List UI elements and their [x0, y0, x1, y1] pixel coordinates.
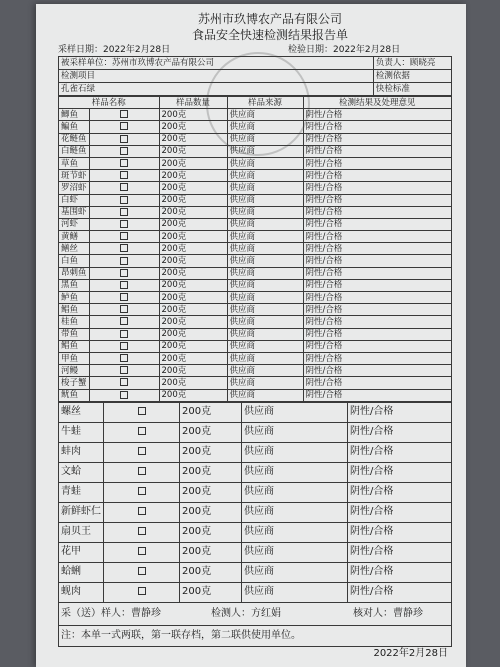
checkbox-icon	[120, 354, 128, 362]
checkbox-icon	[120, 183, 128, 191]
checker: 核对人：曹静珍	[353, 607, 423, 619]
test-item-value: 孔雀石绿	[59, 83, 374, 96]
checkbox-icon	[138, 427, 146, 435]
sample-quantity: 200克	[159, 377, 227, 389]
sender: 采（送）样人：曹静珍	[61, 607, 161, 619]
checkbox-icon	[138, 527, 146, 535]
table-row	[59, 562, 452, 582]
test-result: 阴性/合格	[303, 218, 451, 230]
sample-quantity: 200克	[159, 133, 227, 145]
test-result: 阴性/合格	[303, 145, 451, 157]
sample-source: 供应商	[227, 352, 303, 364]
sample-source: 供应商	[242, 422, 348, 442]
checkbox-icon	[120, 317, 128, 325]
test-date: 检验日期：2022年2月28日	[288, 45, 401, 55]
sample-source: 供应商	[227, 109, 303, 121]
checkbox	[104, 542, 180, 562]
sample-quantity: 200克	[159, 182, 227, 194]
table-row	[59, 377, 452, 389]
table-row	[59, 255, 452, 267]
checkbox-icon	[120, 171, 128, 179]
test-result: 阴性/合格	[303, 231, 451, 243]
sample-quantity: 200克	[159, 109, 227, 121]
checkbox-icon	[120, 232, 128, 240]
test-item-label: 检测项目	[59, 70, 374, 83]
checkbox-icon	[120, 257, 128, 265]
test-result: 阴性/合格	[303, 279, 451, 291]
sample-source: 供应商	[227, 243, 303, 255]
sample-quantity: 200克	[159, 328, 227, 340]
checkbox	[89, 218, 159, 230]
sample-source: 供应商	[242, 442, 348, 462]
bottom-date: 2022年2月28日	[373, 648, 448, 659]
test-result: 阴性/合格	[303, 194, 451, 206]
table-row	[59, 206, 452, 218]
sample-quantity: 200克	[159, 121, 227, 133]
sample-name: 鳝丝	[59, 243, 90, 255]
test-result: 阴性/合格	[303, 267, 451, 279]
test-result: 阴性/合格	[303, 206, 451, 218]
checkbox-icon	[138, 467, 146, 475]
checkbox	[89, 328, 159, 340]
test-result: 阴性/合格	[348, 422, 452, 442]
checkbox-icon	[138, 587, 146, 595]
report-title: 食品安全快速检测结果报告单	[191, 28, 348, 42]
checkbox	[104, 562, 180, 582]
checkbox	[104, 482, 180, 502]
sample-name: 白虾	[59, 194, 90, 206]
checkbox-icon	[138, 567, 146, 575]
checkbox-icon	[138, 447, 146, 455]
checkbox-icon	[120, 330, 128, 338]
sample-name: 鲈鱼	[59, 292, 90, 304]
table-row	[59, 340, 452, 352]
table-row	[59, 170, 452, 182]
sample-name: 白鱼	[59, 255, 90, 267]
sample-source: 供应商	[242, 542, 348, 562]
sample-name: 扇贝王	[59, 522, 104, 542]
sample-source: 供应商	[227, 255, 303, 267]
sample-quantity: 200克	[159, 145, 227, 157]
test-result: 阴性/合格	[348, 462, 452, 482]
header-sample-name: 样品名称	[59, 97, 160, 109]
sample-name: 鲳鱼	[59, 304, 90, 316]
sample-quantity: 200克	[159, 243, 227, 255]
checkbox-icon	[120, 293, 128, 301]
sample-quantity: 200克	[159, 292, 227, 304]
checkbox-icon	[138, 407, 146, 415]
sample-name: 蚌肉	[59, 442, 104, 462]
sample-quantity: 200克	[180, 542, 242, 562]
checkbox	[89, 231, 159, 243]
sample-source: 供应商	[242, 562, 348, 582]
sample-source: 供应商	[242, 502, 348, 522]
sample-quantity: 200克	[159, 365, 227, 377]
table-row	[59, 402, 452, 422]
sample-source: 供应商	[227, 279, 303, 291]
table-row	[59, 522, 452, 542]
sample-source: 供应商	[242, 522, 348, 542]
sample-quantity: 200克	[159, 194, 227, 206]
test-result: 阴性/合格	[303, 377, 451, 389]
checkbox	[89, 109, 159, 121]
sample-name: 牛蛙	[59, 422, 104, 442]
checkbox	[89, 377, 159, 389]
sample-name: 白鲢鱼	[59, 145, 90, 157]
checkbox-icon	[120, 281, 128, 289]
manager: 负责人：顾晓亮	[373, 57, 451, 70]
sample-date: 采样日期：2022年2月28日	[58, 45, 171, 55]
test-result: 阴性/合格	[303, 133, 451, 145]
test-result: 阴性/合格	[303, 328, 451, 340]
checkbox-icon	[120, 342, 128, 350]
test-result: 阴性/合格	[348, 522, 452, 542]
checkbox	[89, 389, 159, 401]
test-result: 阴性/合格	[303, 157, 451, 169]
test-result: 阴性/合格	[348, 442, 452, 462]
sample-quantity: 200克	[159, 170, 227, 182]
checkbox	[89, 206, 159, 218]
test-result: 阴性/合格	[348, 502, 452, 522]
table-row	[59, 267, 452, 279]
checkbox	[89, 292, 159, 304]
sample-name: 青蛙	[59, 482, 104, 502]
sample-source: 供应商	[227, 170, 303, 182]
table-row	[59, 389, 452, 401]
sample-name: 黑鱼	[59, 279, 90, 291]
checkbox	[104, 462, 180, 482]
checkbox	[89, 157, 159, 169]
checkbox	[104, 402, 180, 422]
sample-source: 供应商	[227, 328, 303, 340]
sample-quantity: 200克	[180, 482, 242, 502]
table-row	[59, 316, 452, 328]
sample-source: 供应商	[227, 267, 303, 279]
test-result: 阴性/合格	[303, 292, 451, 304]
sample-source: 供应商	[227, 194, 303, 206]
test-result: 阴性/合格	[303, 316, 451, 328]
sample-name: 梭子蟹	[59, 377, 90, 389]
checkbox-icon	[120, 147, 128, 155]
checkbox	[104, 442, 180, 462]
checkbox	[89, 194, 159, 206]
sample-quantity: 200克	[159, 304, 227, 316]
checkbox-icon	[120, 208, 128, 216]
sample-quantity: 200克	[180, 562, 242, 582]
sample-quantity: 200克	[159, 316, 227, 328]
sample-quantity: 200克	[180, 582, 242, 602]
sample-source: 供应商	[227, 340, 303, 352]
table-row	[59, 231, 452, 243]
sample-source: 供应商	[242, 402, 348, 422]
test-result: 阴性/合格	[303, 352, 451, 364]
sample-quantity: 200克	[159, 231, 227, 243]
sample-quantity: 200克	[180, 502, 242, 522]
sample-name: 昂刺鱼	[59, 267, 90, 279]
checkbox	[89, 279, 159, 291]
sample-quantity: 200克	[180, 402, 242, 422]
test-result: 阴性/合格	[303, 170, 451, 182]
table-row	[59, 304, 452, 316]
sample-source: 供应商	[227, 365, 303, 377]
test-result: 阴性/合格	[303, 389, 451, 401]
test-result: 阴性/合格	[303, 365, 451, 377]
sample-source: 供应商	[227, 316, 303, 328]
checkbox	[104, 522, 180, 542]
checkbox-icon	[120, 122, 128, 130]
checkbox-icon	[120, 269, 128, 277]
sample-name: 甲鱼	[59, 352, 90, 364]
test-result: 阴性/合格	[303, 243, 451, 255]
header-result: 检测结果及处理意见	[303, 97, 451, 109]
sample-quantity: 200克	[159, 157, 227, 169]
sample-quantity: 200克	[159, 255, 227, 267]
sample-source: 供应商	[227, 145, 303, 157]
sample-quantity: 200克	[159, 279, 227, 291]
sample-source: 供应商	[227, 182, 303, 194]
checkbox-icon	[120, 378, 128, 386]
sample-quantity: 200克	[180, 422, 242, 442]
sample-name: 花甲	[59, 542, 104, 562]
table-row	[59, 121, 452, 133]
sample-source: 供应商	[242, 462, 348, 482]
checkbox	[89, 145, 159, 157]
date-line	[58, 45, 452, 56]
sample-table-lower	[58, 402, 452, 603]
table-row	[59, 328, 452, 340]
sample-name: 鲳鱼	[59, 340, 90, 352]
sample-source: 供应商	[227, 218, 303, 230]
sample-source: 供应商	[242, 482, 348, 502]
checkbox-icon	[120, 159, 128, 167]
sample-name: 蛤蜊	[59, 562, 104, 582]
test-result: 阴性/合格	[303, 304, 451, 316]
checkbox-icon	[120, 305, 128, 313]
test-result: 阴性/合格	[303, 121, 451, 133]
test-basis-value: 快检标准	[373, 83, 451, 96]
sample-name: 斑节虾	[59, 170, 90, 182]
checkbox	[89, 267, 159, 279]
checkbox-icon	[120, 110, 128, 118]
checkbox-icon	[138, 507, 146, 515]
sample-name: 鲫鱼	[59, 109, 90, 121]
test-result: 阴性/合格	[303, 109, 451, 121]
report-form	[58, 12, 452, 647]
sample-source: 供应商	[227, 292, 303, 304]
note: 注：本单一式两联，第一联存档，第二联供使用单位。	[58, 626, 452, 647]
checkbox-icon	[120, 366, 128, 374]
checkbox	[89, 304, 159, 316]
table-row	[59, 218, 452, 230]
sample-name: 鱿鱼	[59, 389, 90, 401]
sample-name: 新鲜虾仁	[59, 502, 104, 522]
table-row	[59, 145, 452, 157]
checkbox	[89, 352, 159, 364]
checkbox	[89, 133, 159, 145]
test-result: 阴性/合格	[348, 562, 452, 582]
sample-source: 供应商	[227, 304, 303, 316]
table-row	[59, 157, 452, 169]
checkbox	[89, 340, 159, 352]
checkbox	[89, 316, 159, 328]
table-row	[59, 442, 452, 462]
sample-name: 罗沼虾	[59, 182, 90, 194]
sample-quantity: 200克	[159, 352, 227, 364]
sample-quantity: 200克	[159, 340, 227, 352]
sample-name: 花鲢鱼	[59, 133, 90, 145]
sample-source: 供应商	[227, 133, 303, 145]
checkbox-icon	[138, 547, 146, 555]
sample-source: 供应商	[227, 206, 303, 218]
sample-name: 黄鳝	[59, 231, 90, 243]
test-result: 阴性/合格	[303, 182, 451, 194]
sample-source: 供应商	[227, 121, 303, 133]
table-row	[59, 422, 452, 442]
table-row	[59, 352, 452, 364]
table-row	[59, 243, 452, 255]
sample-quantity: 200克	[159, 206, 227, 218]
sample-name: 螺丝	[59, 402, 104, 422]
checkbox-icon	[120, 135, 128, 143]
test-result: 阴性/合格	[303, 255, 451, 267]
sample-source: 供应商	[227, 389, 303, 401]
test-basis-label: 检测依据	[373, 70, 451, 83]
sample-quantity: 200克	[159, 389, 227, 401]
table-row	[59, 365, 452, 377]
table-row	[59, 542, 452, 562]
checkbox	[104, 422, 180, 442]
checkbox-icon	[138, 487, 146, 495]
table-row	[59, 194, 452, 206]
table-row	[59, 502, 452, 522]
sample-name: 文蛤	[59, 462, 104, 482]
test-result: 阴性/合格	[348, 402, 452, 422]
table-row	[59, 182, 452, 194]
checkbox-icon	[120, 220, 128, 228]
sample-quantity: 200克	[159, 218, 227, 230]
sample-name: 草鱼	[59, 157, 90, 169]
checkbox-icon	[120, 196, 128, 204]
test-result: 阴性/合格	[348, 482, 452, 502]
checkbox	[89, 243, 159, 255]
checkbox	[89, 121, 159, 133]
sample-quantity: 200克	[180, 522, 242, 542]
sample-quantity: 200克	[159, 267, 227, 279]
checkbox-icon	[120, 391, 128, 399]
table-row	[59, 133, 452, 145]
test-result: 阴性/合格	[348, 542, 452, 562]
info-table	[58, 56, 452, 96]
sample-name: 桂鱼	[59, 316, 90, 328]
tester: 检测人：方红娟	[211, 607, 281, 619]
test-result: 阴性/合格	[303, 340, 451, 352]
checkbox	[89, 365, 159, 377]
table-header	[59, 97, 452, 109]
sample-name: 蚬肉	[59, 582, 104, 602]
sample-source: 供应商	[227, 231, 303, 243]
sample-source: 供应商	[227, 377, 303, 389]
checkbox	[104, 582, 180, 602]
sample-name: 河鳗	[59, 365, 90, 377]
checkbox	[89, 255, 159, 267]
sample-table	[58, 96, 452, 402]
checkbox	[89, 170, 159, 182]
sample-source: 供应商	[242, 582, 348, 602]
table-row	[59, 582, 452, 602]
table-row	[59, 109, 452, 121]
sample-quantity: 200克	[180, 462, 242, 482]
sampled-unit: 被采样单位：苏州市玖博农产品有限公司	[59, 57, 374, 70]
test-result: 阴性/合格	[348, 582, 452, 602]
checkbox	[104, 502, 180, 522]
sample-name: 鳊鱼	[59, 121, 90, 133]
sample-name: 带鱼	[59, 328, 90, 340]
sample-quantity: 200克	[180, 442, 242, 462]
table-row	[59, 462, 452, 482]
checkbox	[89, 182, 159, 194]
table-row	[59, 292, 452, 304]
sample-name: 基围虾	[59, 206, 90, 218]
table-row	[59, 482, 452, 502]
header-quantity: 样品数量	[159, 97, 227, 109]
company-title: 苏州市玖博农产品有限公司	[197, 12, 342, 26]
signature-line	[58, 603, 452, 626]
header-source: 样品来源	[227, 97, 303, 109]
checkbox-icon	[120, 244, 128, 252]
sample-source: 供应商	[227, 157, 303, 169]
table-row	[59, 279, 452, 291]
sample-name: 河虾	[59, 218, 90, 230]
